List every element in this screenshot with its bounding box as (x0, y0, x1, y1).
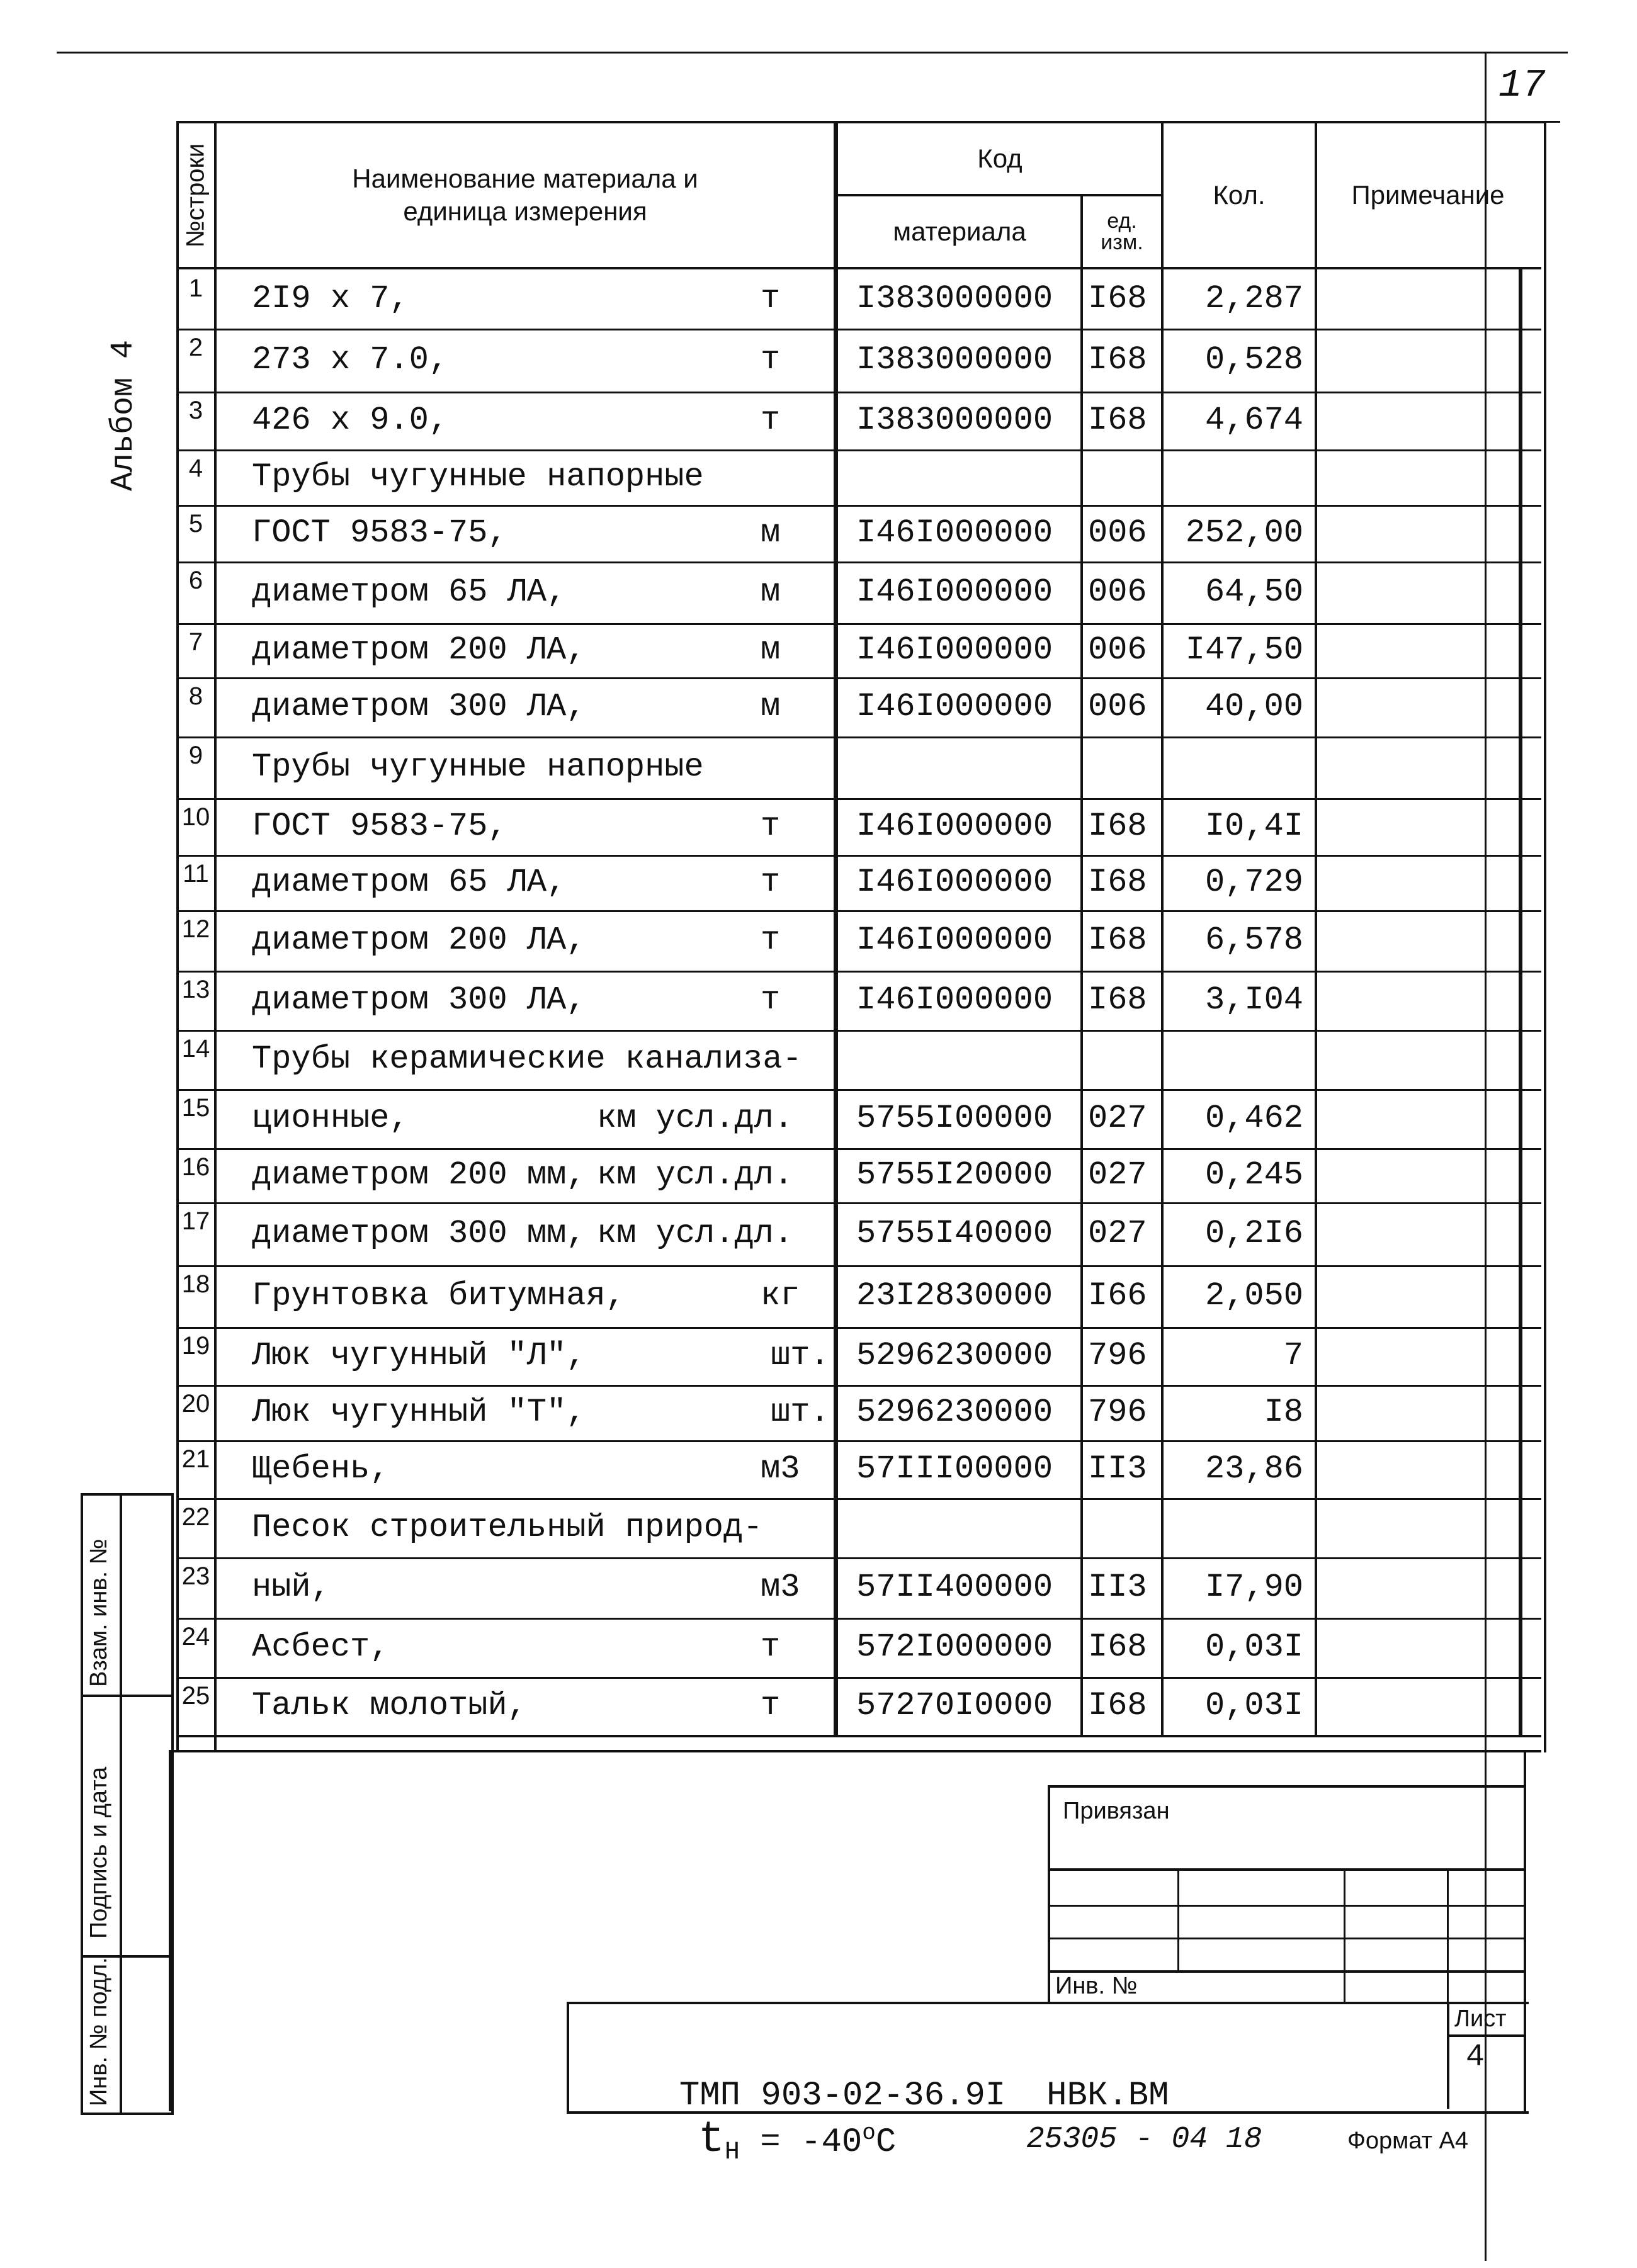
row-number: 5 (188, 510, 203, 538)
row-material-code: 572I000000 (856, 1628, 1053, 1666)
row-unit: шт. (771, 1394, 830, 1431)
strip-divider-1 (81, 1695, 171, 1697)
row-number: 9 (188, 742, 203, 769)
row-name: диаметром 65 ЛА, (252, 573, 567, 611)
row-number: 22 (181, 1503, 210, 1531)
row-divider (178, 329, 1541, 330)
row-divider (178, 1030, 1541, 1032)
row-quantity: 2,287 (1204, 280, 1303, 317)
row-number: 7 (188, 628, 203, 656)
row-unit-code: 027 (1088, 1215, 1147, 1252)
row-unit-code: 006 (1088, 573, 1147, 611)
row-divider (178, 561, 1541, 563)
row-number: 24 (181, 1623, 210, 1650)
row-unit-code: I68 (1088, 1628, 1147, 1666)
row-divider (178, 1089, 1541, 1091)
row-quantity: 40,00 (1204, 688, 1303, 725)
temperature-degree: о (862, 2120, 876, 2146)
row-unit: т (761, 864, 781, 901)
stamp-hline-2 (1048, 1905, 1524, 1907)
row-material-code: I46I000000 (856, 631, 1053, 669)
row-quantity: 7 (1283, 1337, 1303, 1374)
row-unit: т (761, 1628, 781, 1666)
row-unit-code: 027 (1088, 1156, 1147, 1193)
stamp-hline-3 (1048, 1938, 1524, 1939)
row-name: 273 x 7.0, (252, 341, 449, 378)
row-unit: т (761, 402, 781, 439)
row-material-code: 5755I00000 (856, 1100, 1053, 1137)
row-name: ный, (252, 1569, 331, 1606)
header-code: Код (977, 143, 1022, 173)
row-divider (178, 677, 1541, 679)
row-unit: т (761, 808, 781, 845)
document-code-text: ТМП 903-02-36.9I НВК.ВМ (679, 2077, 1169, 2115)
row-unit: м3 (761, 1569, 800, 1606)
stamp-hline-1 (1048, 1868, 1524, 1871)
row-unit: т (761, 981, 781, 1018)
row-number: 10 (181, 803, 210, 831)
col-line-qty (1315, 121, 1317, 1736)
temperature-value: = -40 (739, 2123, 863, 2162)
row-material-code: I383000000 (856, 402, 1053, 439)
row-material-code: I46I000000 (856, 981, 1053, 1018)
row-number: 19 (181, 1332, 210, 1360)
row-divider (178, 392, 1541, 393)
sheet-label: Лист (1454, 2006, 1507, 2032)
row-number: 13 (181, 976, 210, 1003)
podpis-data-label: Подпись и дата (86, 1766, 112, 1939)
row-material-code: I46I000000 (856, 688, 1053, 725)
row-unit-code: 006 (1088, 688, 1147, 725)
header-qty: Кол. (1213, 179, 1266, 210)
header-row-number-text: №строки (181, 143, 210, 247)
row-divider (178, 971, 1541, 973)
header-divider (178, 267, 1541, 269)
row-quantity: 0,729 (1204, 864, 1303, 901)
row-quantity: I0,4I (1204, 808, 1303, 845)
row-unit: км усл.дл. (597, 1156, 794, 1193)
row-unit-code: II3 (1088, 1450, 1147, 1487)
row-material-code: 57II400000 (856, 1569, 1053, 1606)
temperature-unit: С (875, 2123, 897, 2162)
row-number: 17 (181, 1207, 210, 1235)
row-divider (178, 1677, 1541, 1679)
row-name: Трубы керамические канализа- (252, 1041, 802, 1078)
row-unit-code: 006 (1088, 631, 1147, 669)
row-number: 3 (188, 397, 203, 424)
row-divider (178, 1202, 1541, 1204)
col-line-name (834, 121, 838, 1736)
row-number: 11 (183, 860, 209, 888)
row-unit-code: 796 (1088, 1394, 1147, 1431)
row-quantity: 0,462 (1204, 1100, 1303, 1137)
album-label (106, 176, 142, 491)
row-material-code: 5296230000 (856, 1394, 1053, 1431)
row-number: 18 (181, 1270, 210, 1298)
row-name: диаметром 200 мм, (252, 1156, 586, 1193)
row-divider (178, 1327, 1541, 1329)
row-name: Трубы чугунные напорные (252, 458, 704, 495)
row-divider (178, 449, 1541, 451)
row-name: Тальк молотый, (252, 1687, 527, 1724)
row-unit-code: I66 (1088, 1277, 1147, 1314)
row-unit-code: I68 (1088, 1687, 1147, 1724)
sheet-number: 4 (1466, 2040, 1485, 2075)
row-number: 6 (188, 567, 203, 594)
row-unit: т (761, 1687, 781, 1724)
row-name: Люк чугунный "Л", (252, 1337, 586, 1374)
row-material-code: I46I000000 (856, 514, 1053, 551)
row-unit-code: 796 (1088, 1337, 1147, 1374)
row-unit: т (761, 922, 781, 959)
row-divider (178, 505, 1541, 507)
row-quantity: I47,50 (1185, 631, 1303, 669)
row-unit-code: I68 (1088, 864, 1147, 901)
row-quantity: 6,578 (1204, 922, 1303, 959)
row-material-code: I383000000 (856, 280, 1053, 317)
row-quantity: I8 (1264, 1394, 1303, 1431)
row-material-code: 57III00000 (856, 1450, 1053, 1487)
header-name-line1: Наименование материала и (352, 163, 698, 193)
stamp-vline-1 (1177, 1868, 1179, 1970)
row-name: 2I9 x 7, (252, 280, 409, 317)
row-quantity: 0,528 (1204, 341, 1303, 378)
row-unit: м3 (761, 1450, 800, 1487)
row-name: Песок строительный природ- (252, 1509, 763, 1546)
row-quantity: 0,2I6 (1204, 1215, 1303, 1252)
row-material-code: I46I000000 (856, 922, 1053, 959)
row-number: 4 (188, 454, 203, 482)
row-unit: т (761, 280, 781, 317)
row-name: ционные, (252, 1100, 409, 1137)
row-name: диаметром 65 ЛА, (252, 864, 567, 901)
row-name: Грунтовка битумная, (252, 1277, 625, 1314)
row-number: 16 (181, 1153, 210, 1181)
stamp-vline-3 (1447, 1868, 1449, 2002)
row-number: 23 (181, 1562, 210, 1590)
row-quantity: 0,03I (1204, 1687, 1303, 1724)
header-name-line2: единица измерения (403, 196, 647, 226)
row-unit: т (761, 341, 781, 378)
row-divider (178, 1440, 1541, 1442)
row-name: Асбест, (252, 1628, 390, 1666)
row-divider (178, 1385, 1541, 1387)
row-divider (178, 1618, 1541, 1620)
row-divider (178, 1265, 1541, 1267)
row-material-code: 5755I40000 (856, 1215, 1053, 1252)
row-number: 14 (181, 1035, 210, 1063)
row-unit-code: 006 (1088, 514, 1147, 551)
row-number: 20 (181, 1390, 210, 1418)
row-divider (178, 1148, 1541, 1150)
row-divider (178, 855, 1541, 857)
inv-no-label: Инв. № (1055, 1973, 1138, 1999)
row-unit-code: I68 (1088, 341, 1147, 378)
row-divider (178, 910, 1541, 912)
stamp-vline-2 (1344, 1868, 1345, 2002)
bottom-area-left-border (169, 1750, 171, 2111)
row-unit: км усл.дл. (597, 1100, 794, 1137)
row-divider (178, 623, 1541, 625)
row-quantity: 4,674 (1204, 402, 1303, 439)
row-number: 8 (188, 682, 203, 710)
row-material-code: I46I000000 (856, 808, 1053, 845)
header-unit-code: ед. изм. (1101, 209, 1143, 254)
table-bottom-line (178, 1735, 1541, 1737)
row-divider (178, 798, 1541, 800)
row-name: Щебень, (252, 1450, 390, 1487)
row-unit: м (761, 573, 781, 611)
row-material-code: 5755I20000 (856, 1156, 1053, 1193)
row-unit-code: I68 (1088, 280, 1147, 317)
row-quantity: 64,50 (1204, 573, 1303, 611)
row-quantity: 3,I04 (1204, 981, 1303, 1018)
row-number: 2 (188, 334, 203, 361)
row-name: диаметром 300 ЛА, (252, 688, 586, 725)
album-label-text: Альбом 4 (106, 339, 142, 491)
row-material-code: I46I000000 (856, 864, 1053, 901)
row-name: диаметром 300 ЛА, (252, 981, 586, 1018)
row-material-code: 5296230000 (856, 1337, 1053, 1374)
row-unit-code: II3 (1088, 1569, 1147, 1606)
row-name: Трубы чугунные напорные (252, 748, 704, 786)
row-quantity: 2,050 (1204, 1277, 1303, 1314)
top-rule (57, 52, 1568, 54)
row-quantity: 0,03I (1204, 1628, 1303, 1666)
col-line-rownum (214, 121, 217, 1750)
row-unit-code: 027 (1088, 1100, 1147, 1137)
row-unit-code: I68 (1088, 981, 1147, 1018)
row-quantity: 23,86 (1204, 1450, 1303, 1487)
row-material-code: I46I000000 (856, 573, 1053, 611)
row-quantity: I7,90 (1204, 1569, 1303, 1606)
row-number: 15 (181, 1094, 210, 1122)
header-material: материала (893, 216, 1026, 246)
row-name: диаметром 200 ЛА, (252, 922, 586, 959)
row-divider (178, 1557, 1541, 1559)
row-number: 12 (181, 915, 210, 943)
row-unit-code: I68 (1088, 922, 1147, 959)
row-unit: м (761, 631, 781, 669)
row-unit: шт. (771, 1337, 830, 1374)
row-name: 426 x 9.0, (252, 402, 449, 439)
vzam-inv-label: Взам. инв. № (86, 1538, 112, 1687)
page-number: 17 (1498, 63, 1546, 108)
row-number: 21 (181, 1445, 210, 1473)
col-line-material (1080, 194, 1083, 1736)
row-name: диаметром 200 ЛА, (252, 631, 586, 669)
header-name (217, 123, 834, 267)
row-divider (178, 736, 1541, 738)
col-line-note-right (1519, 267, 1522, 1736)
code-header-divider (836, 194, 1161, 196)
row-number: 1 (188, 274, 203, 302)
row-unit: м (761, 688, 781, 725)
inv-podl-label: Инв. № подл. (86, 1957, 112, 2106)
temperature-subscript: Н (724, 2138, 740, 2167)
row-name: диаметром 300 мм, (252, 1215, 586, 1252)
row-number: 25 (181, 1682, 210, 1710)
row-unit-code: I68 (1088, 808, 1147, 845)
row-material-code: 57270I0000 (856, 1687, 1053, 1724)
header-note: Примечание (1351, 179, 1505, 210)
row-unit: км усл.дл. (597, 1215, 794, 1252)
row-name: ГОСТ 9583-75, (252, 514, 507, 551)
row-divider (178, 1498, 1541, 1500)
row-quantity: 252,00 (1185, 514, 1303, 551)
row-unit: м (761, 514, 781, 551)
privyazan-label: Привязан (1063, 1798, 1170, 1824)
row-material-code: I383000000 (856, 341, 1053, 378)
row-unit-code: I68 (1088, 402, 1147, 439)
row-name: ГОСТ 9583-75, (252, 808, 507, 845)
temperature-symbol: t (698, 2115, 725, 2165)
row-name: Люк чугунный "Т", (252, 1394, 586, 1431)
row-unit: кг (761, 1277, 800, 1314)
bottom-area-top-line (169, 1750, 1541, 1752)
footer-number: 25305 - 04 18 (1026, 2123, 1262, 2157)
header-row-number (178, 122, 214, 268)
strip-mid-line (120, 1493, 122, 2113)
row-material-code: 23I2830000 (856, 1277, 1053, 1314)
sheet-divider (1447, 2034, 1524, 2037)
format-label: Формат А4 (1347, 2128, 1469, 2154)
row-quantity: 0,245 (1204, 1156, 1303, 1193)
